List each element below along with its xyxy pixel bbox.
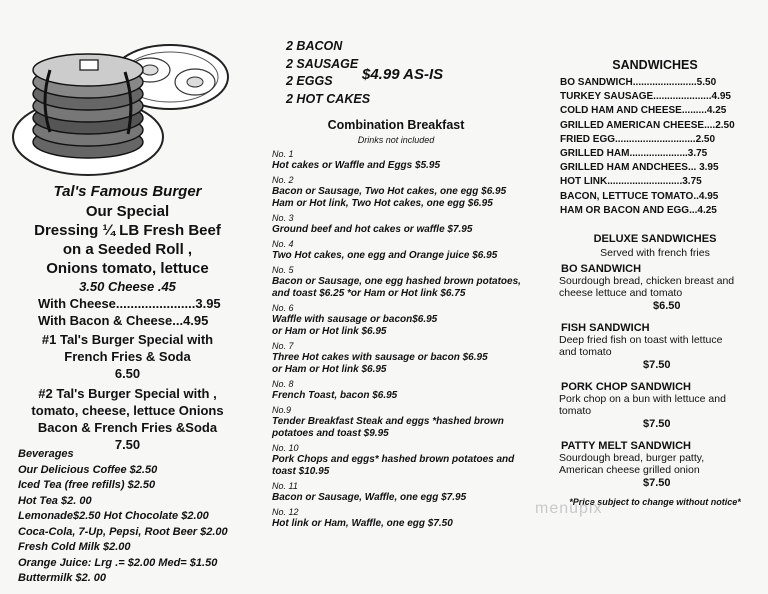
promo-line: 2 HOT CAKES xyxy=(286,91,371,106)
deluxe-item-desc: Sourdough bread, chicken breast and xyxy=(559,275,735,287)
combo-number: No. 8 xyxy=(272,379,294,389)
deluxe-item-price: $7.50 xyxy=(643,477,671,489)
sandwich-item: GRILLED AMERICAN CHEESE....2.50 xyxy=(560,119,735,131)
combo-item-line: Ground beef and hot cakes or waffle $7.95 xyxy=(272,224,473,235)
sandwich-item: FRIED EGG.............................2.50 xyxy=(560,133,716,145)
burger-special-2 xyxy=(0,385,255,453)
combo-item-line: Hot cakes or Waffle and Eggs $5.95 xyxy=(272,160,441,171)
combo-number: No. 12 xyxy=(272,507,299,517)
combo-item-line: Ham or Hot link, Two Hot cakes, one egg $6.95 xyxy=(272,198,493,209)
combo-item-line: Bacon or Sausage, Waffle, one egg $7.95 xyxy=(272,492,467,503)
combo-subtitle: Drinks not included xyxy=(357,135,435,145)
combo-number: No. 3 xyxy=(272,213,294,223)
combo-number: No. 6 xyxy=(272,303,294,313)
deluxe-item-price: $7.50 xyxy=(643,359,671,371)
with-cheese-price: With Cheese......................3.95 xyxy=(38,296,221,311)
combo-number: No. 4 xyxy=(272,239,294,249)
special-line: tomato, cheese, lettuce Onions xyxy=(31,403,224,418)
burger-base-price: 3.50 Cheese .45 xyxy=(79,279,176,294)
combo-number: No. 10 xyxy=(272,443,299,453)
sandwich-item: BACON, LETTUCE TOMATO..4.95 xyxy=(560,190,719,202)
combo-title: Combination Breakfast xyxy=(327,118,465,132)
sandwich-item: TURKEY SAUSAGE.....................4.95 xyxy=(560,91,731,103)
price-note: *Price subject to change without notice* xyxy=(569,497,741,507)
deluxe-item-name: BO SANDWICH xyxy=(561,263,642,275)
promo-line: 2 BACON xyxy=(286,39,343,53)
deluxe-item xyxy=(545,263,765,312)
deluxe-item-price: $7.50 xyxy=(643,418,671,430)
deluxe-list xyxy=(545,263,765,489)
beverage-item: Coca-Cola, 7-Up, Pepsi, Root Beer $2.00 xyxy=(18,525,228,538)
combo-item-line: potatoes and toast $9.95 xyxy=(272,428,389,439)
beverage-item: Fresh Cold Milk $2.00 xyxy=(18,541,131,553)
combo-item-line: Pork Chops and eggs* hashed brown potatoes and xyxy=(272,454,515,465)
deluxe-item-desc: American cheese grilled onion xyxy=(559,464,700,476)
breakfast-promo xyxy=(286,38,370,108)
sandwich-item: BO SANDWICH.......................5.50 xyxy=(560,77,717,88)
burger-desc-line: on a Seeded Roll , xyxy=(62,241,193,258)
deluxe-item-desc: cheese lettuce and tomato xyxy=(559,287,683,299)
combo-number: No. 11 xyxy=(272,481,298,491)
special-price: 6.50 xyxy=(114,366,141,381)
combo-item-line: Bacon or Sausage, Two Hot cakes, one egg $6.95 xyxy=(272,186,507,197)
deluxe-item-desc: Sourdough bread, burger patty, xyxy=(559,452,705,464)
special-line: French Fries & Soda xyxy=(64,349,191,364)
combo-item-line: Two Hot cakes, one egg and Orange juice $6.95 xyxy=(272,250,498,261)
burger-special-1 xyxy=(0,331,255,382)
combo-number: No. 2 xyxy=(272,175,294,185)
combo-number: No. 5 xyxy=(272,265,294,275)
deluxe-item-desc: and tomato xyxy=(559,346,612,358)
combo-item-line: toast $10.95 xyxy=(272,466,330,477)
burger-desc-line: Dressing ¼ LB Fresh Beef xyxy=(34,222,221,239)
deluxe-item xyxy=(545,322,765,371)
deluxe-item-desc: tomato xyxy=(559,405,592,417)
sandwich-item: GRILLED HAM.....................3.75 xyxy=(560,148,708,160)
beverage-item: Orange Juice: Lrg .= $2.00 Med= $1.50 xyxy=(18,556,218,569)
burger-desc-line: Our Special xyxy=(85,203,170,220)
deluxe-subtitle: Served with french fries xyxy=(600,247,710,259)
sandwich-item: HAM OR BACON AND EGG...4.25 xyxy=(560,204,717,216)
combo-item-line: or Ham or Hot link $6.95 xyxy=(272,364,387,375)
deluxe-item xyxy=(545,381,765,430)
beverage-item: Iced Tea (free refills) $2.50 xyxy=(18,479,156,491)
pancakes-and-eggs-illustration xyxy=(10,22,240,182)
combo-list xyxy=(272,149,530,533)
promo-price: $4.99 AS-IS xyxy=(362,66,444,83)
deluxe-item-name: PATTY MELT SANDWICH xyxy=(561,440,691,452)
deluxe-item-name: FISH SANDWICH xyxy=(561,322,650,334)
sandwich-item: COLD HAM AND CHEESE.........4.25 xyxy=(560,105,727,117)
special-price: 7.50 xyxy=(114,437,141,452)
left-column xyxy=(0,0,255,594)
beverage-item: Buttermilk $2. 00 xyxy=(18,572,107,584)
combo-item-line: Bacon or Sausage, one egg hashed brown potatoes, xyxy=(272,276,521,287)
watermark: menupix xyxy=(535,500,603,517)
sandwiches-title: SANDWICHES xyxy=(612,58,698,72)
combo-item-line: Waffle with sausage or bacon$6.95 xyxy=(272,314,438,325)
beverages-list xyxy=(18,447,253,587)
with-bacon-price: With Bacon & Cheese...4.95 xyxy=(38,313,209,328)
promo-line: 2 EGGS xyxy=(286,74,333,88)
deluxe-item-price: $6.50 xyxy=(653,300,681,312)
beverage-item: Hot Tea $2. 00 xyxy=(18,494,92,507)
deluxe-item-desc: Deep fried fish on toast with lettuce xyxy=(559,334,723,346)
burger-title: Tal's Famous Burger xyxy=(53,183,202,200)
middle-column xyxy=(262,0,530,594)
beverage-item: Lemonade$2.50 Hot Chocolate $2.00 xyxy=(18,510,209,522)
special-line: Bacon & French Fries &Soda xyxy=(37,420,218,435)
combo-number: No. 1 xyxy=(272,149,294,159)
combo-number: No.9 xyxy=(272,405,292,415)
combo-item-line: Tender Breakfast Steak and eggs *hashed brown xyxy=(272,416,504,427)
sandwich-list xyxy=(560,76,765,218)
special-line: #1 Tal's Burger Special with xyxy=(41,332,214,347)
deluxe-item-desc: Pork chop on a bun with lettuce and xyxy=(559,393,726,405)
combo-item-line: Hot link or Ham, Waffle, one egg $7.50 xyxy=(272,518,453,529)
promo-line: 2 SAUSAGE xyxy=(286,56,359,71)
sandwich-item: GRILLED HAM ANDCHEES... 3.95 xyxy=(560,162,719,174)
deluxe-title: DELUXE SANDWICHES xyxy=(593,233,717,245)
combo-number: No. 7 xyxy=(272,341,294,351)
famous-burger-section xyxy=(0,183,255,456)
deluxe-item xyxy=(545,440,765,489)
deluxe-section xyxy=(545,233,765,499)
combo-item-line: or Ham or Hot link $6.95 xyxy=(272,326,387,337)
combo-item-line: Three Hot cakes with sausage or bacon $6.95 xyxy=(272,352,488,363)
combo-item-line: and toast $6.25 *or Ham or Hot link $6.75 xyxy=(272,288,466,299)
burger-desc-line: Onions tomato, lettuce xyxy=(46,260,209,277)
combo-item-line: French Toast, bacon $6.95 xyxy=(272,390,398,401)
special-line: #2 Tal's Burger Special with , xyxy=(38,386,217,401)
beverages-heading: Beverages xyxy=(18,448,74,460)
beverage-item: Our Delicious Coffee $2.50 xyxy=(18,463,158,476)
sandwich-item: HOT LINK...........................3.75 xyxy=(560,176,702,188)
deluxe-item-name: PORK CHOP SANDWICH xyxy=(561,381,691,393)
